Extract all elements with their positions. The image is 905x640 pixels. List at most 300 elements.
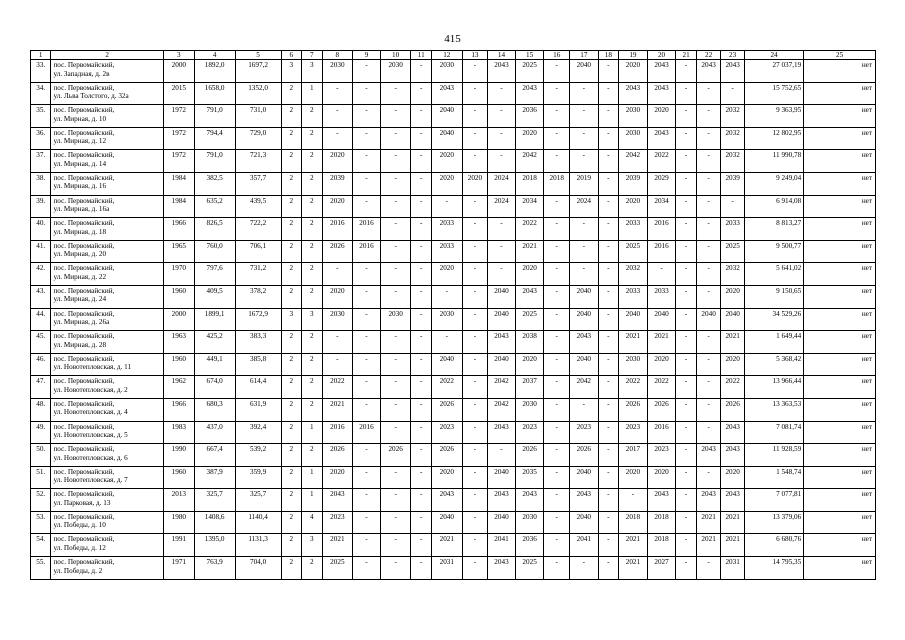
row-number: 37. [31, 150, 51, 173]
table-cell: - [380, 150, 411, 173]
table-cell: 2 [281, 240, 301, 263]
table-cell: - [380, 285, 411, 308]
table-cell: - [544, 421, 570, 444]
table-row [31, 127, 876, 150]
table-row [31, 353, 876, 376]
table-cell: 2021 [619, 331, 648, 354]
table-cell: - [462, 489, 488, 512]
status-cell: нет [804, 263, 876, 286]
table-cell: 1984 [163, 195, 194, 218]
table-cell: - [544, 263, 570, 286]
table-cell: 2024 [570, 195, 599, 218]
table-cell: 2031 [431, 557, 462, 580]
table-cell: 2025 [515, 60, 544, 83]
table-cell: 2 [302, 285, 322, 308]
table-cell: - [676, 466, 696, 489]
table-cell: 359,9 [235, 466, 281, 489]
table-cell: - [488, 263, 516, 286]
table-cell: 2020 [462, 172, 488, 195]
table-cell: 2025 [619, 240, 648, 263]
table-cell: - [380, 466, 411, 489]
column-number: 6 [281, 51, 301, 60]
cost-cell: 1 548,74 [744, 466, 803, 489]
status-cell: нет [804, 127, 876, 150]
table-cell: 722,2 [235, 218, 281, 241]
table-cell: 2030 [431, 308, 462, 331]
table-cell: - [411, 240, 431, 263]
status-cell: нет [804, 285, 876, 308]
table-cell: 1970 [163, 263, 194, 286]
table-cell: 2 [302, 353, 322, 376]
address-cell: пос. Первомайский, ул. Мирная, д. 16 [51, 172, 164, 195]
table-cell: 2 [281, 534, 301, 557]
table-cell: 674,0 [194, 376, 235, 399]
table-cell: - [570, 82, 599, 105]
table-cell: - [598, 557, 618, 580]
table-cell: - [462, 195, 488, 218]
table-cell: - [544, 60, 570, 83]
table-cell: - [676, 398, 696, 421]
table-cell: - [570, 127, 599, 150]
table-cell: 2020 [515, 353, 544, 376]
table-cell: 2021 [696, 511, 721, 534]
table-cell: - [676, 308, 696, 331]
table-cell: - [462, 421, 488, 444]
table-cell: 2016 [353, 421, 381, 444]
table-cell: 2033 [619, 218, 648, 241]
table-cell: 2021 [619, 534, 648, 557]
table-cell: 2033 [647, 285, 676, 308]
table-cell: 2018 [647, 534, 676, 557]
cost-cell: 9 500,77 [744, 240, 803, 263]
table-cell: 2 [281, 398, 301, 421]
table-row [31, 308, 876, 331]
table-cell: 2043 [570, 331, 599, 354]
table-cell: 763,9 [194, 557, 235, 580]
table-cell: 2033 [619, 285, 648, 308]
address-cell: пос. Первомайский, ул. Мирная, д. 14 [51, 150, 164, 173]
table-cell: 2 [281, 172, 301, 195]
table-cell: - [544, 376, 570, 399]
table-cell: 2043 [619, 82, 648, 105]
table-cell: - [462, 150, 488, 173]
table-cell: 2 [302, 331, 322, 354]
column-number: 25 [804, 51, 876, 60]
table-cell: - [570, 240, 599, 263]
table-cell: - [544, 353, 570, 376]
cost-cell: 27 037,19 [744, 60, 803, 83]
table-cell: - [411, 195, 431, 218]
table-cell: - [411, 172, 431, 195]
table-cell: 2040 [488, 285, 516, 308]
table-row [31, 285, 876, 308]
table-cell: - [353, 466, 381, 489]
table-cell: 2030 [380, 60, 411, 83]
table-cell: 2043 [696, 489, 721, 512]
table-cell: - [676, 489, 696, 512]
table-cell: - [411, 421, 431, 444]
table-cell: 1971 [163, 557, 194, 580]
table-cell: - [598, 376, 618, 399]
row-number: 53. [31, 511, 51, 534]
table-cell: 2043 [696, 60, 721, 83]
table-cell: - [696, 331, 721, 354]
table-cell: - [570, 150, 599, 173]
housing-register-table [30, 50, 876, 580]
table-cell: - [676, 127, 696, 150]
table-cell: 2021 [721, 511, 745, 534]
table-cell: 2043 [488, 60, 516, 83]
table-cell: 2030 [322, 308, 353, 331]
table-cell: 2043 [696, 444, 721, 467]
table-cell: - [411, 489, 431, 512]
table-cell: 1 [302, 466, 322, 489]
table-cell: 2040 [488, 308, 516, 331]
table-cell: 2042 [488, 398, 516, 421]
table-cell: - [676, 353, 696, 376]
table-cell: 2 [302, 195, 322, 218]
table-cell: - [544, 285, 570, 308]
table-cell: - [488, 127, 516, 150]
table-cell: 2 [281, 511, 301, 534]
table-cell: - [544, 127, 570, 150]
table-cell: 1984 [163, 172, 194, 195]
table-cell: 2029 [647, 172, 676, 195]
table-cell: 1991 [163, 534, 194, 557]
table-cell: - [411, 398, 431, 421]
table-cell: - [544, 557, 570, 580]
column-number: 22 [696, 51, 721, 60]
cost-cell: 7 077,81 [744, 489, 803, 512]
table-cell: 2020 [515, 263, 544, 286]
table-cell: 2034 [515, 195, 544, 218]
table-cell: - [544, 308, 570, 331]
row-number: 42. [31, 263, 51, 286]
table-cell: 2032 [721, 127, 745, 150]
row-number: 39. [31, 195, 51, 218]
table-cell: - [462, 466, 488, 489]
table-cell: 385,8 [235, 353, 281, 376]
table-cell: - [598, 195, 618, 218]
table-cell: 2032 [721, 263, 745, 286]
table-cell: - [544, 105, 570, 128]
table-cell: - [676, 240, 696, 263]
status-cell: нет [804, 489, 876, 512]
table-cell: 2043 [721, 489, 745, 512]
table-cell: 2021 [721, 534, 745, 557]
column-number: 5 [235, 51, 281, 60]
table-cell: - [462, 331, 488, 354]
table-cell: 2043 [515, 82, 544, 105]
table-cell: 2023 [515, 421, 544, 444]
table-cell: 2035 [515, 466, 544, 489]
table-cell: - [322, 331, 353, 354]
row-number: 33. [31, 60, 51, 83]
column-number: 7 [302, 51, 322, 60]
row-number: 45. [31, 331, 51, 354]
table-cell: 2043 [647, 127, 676, 150]
table-cell: 2016 [647, 421, 676, 444]
table-cell: 706,1 [235, 240, 281, 263]
table-cell: - [676, 444, 696, 467]
table-row [31, 240, 876, 263]
table-cell: 2 [302, 398, 322, 421]
table-cell: 1960 [163, 353, 194, 376]
table-cell: 2016 [647, 218, 676, 241]
table-cell: 2040 [570, 285, 599, 308]
table-cell: 2037 [515, 376, 544, 399]
table-cell: 2039 [619, 172, 648, 195]
address-cell: пос. Первомайский, ул. Западная, д. 2в [51, 60, 164, 83]
status-cell: нет [804, 218, 876, 241]
table-cell: - [462, 511, 488, 534]
table-cell: 409,5 [194, 285, 235, 308]
table-cell: - [353, 60, 381, 83]
status-cell: нет [804, 398, 876, 421]
table-cell: 2036 [515, 105, 544, 128]
table-cell: - [462, 376, 488, 399]
table-cell: - [462, 127, 488, 150]
table-cell: - [411, 82, 431, 105]
cost-cell: 14 795,35 [744, 557, 803, 580]
table-cell: 1 [302, 82, 322, 105]
table-cell: - [676, 82, 696, 105]
table-cell: 1966 [163, 218, 194, 241]
row-number: 54. [31, 534, 51, 557]
address-cell: пос. Первомайский, ул. Мирная, д. 20 [51, 240, 164, 263]
table-cell: 2020 [431, 466, 462, 489]
table-cell: 2 [302, 127, 322, 150]
table-cell: 2020 [619, 60, 648, 83]
table-cell: - [696, 263, 721, 286]
table-cell: - [598, 331, 618, 354]
table-cell: 2021 [721, 331, 745, 354]
table-cell: 2 [281, 353, 301, 376]
status-cell: нет [804, 534, 876, 557]
table-cell: - [598, 172, 618, 195]
table-cell: 2032 [619, 263, 648, 286]
address-cell: пос. Первомайский, ул. Мирная, д. 28 [51, 331, 164, 354]
table-cell: 2018 [647, 511, 676, 534]
table-cell: 2016 [353, 218, 381, 241]
table-cell: 2 [281, 105, 301, 128]
table-cell: - [676, 557, 696, 580]
table-cell: 2 [281, 331, 301, 354]
table-cell: - [696, 240, 721, 263]
table-cell: 2 [281, 557, 301, 580]
table-cell: - [647, 263, 676, 286]
table-cell: 1408,6 [194, 511, 235, 534]
table-cell: - [353, 557, 381, 580]
table-row [31, 466, 876, 489]
table-cell: 2020 [322, 285, 353, 308]
table-cell: 2 [281, 466, 301, 489]
table-cell: 2038 [515, 331, 544, 354]
table-cell: 2020 [721, 353, 745, 376]
table-cell: 731,0 [235, 105, 281, 128]
table-cell: - [322, 105, 353, 128]
address-cell: пос. Первомайский, ул. Новотепловская, д. 11 [51, 353, 164, 376]
cost-cell: 11 990,78 [744, 150, 803, 173]
table-cell: - [676, 421, 696, 444]
table-cell: - [696, 376, 721, 399]
table-cell: 2000 [163, 60, 194, 83]
status-cell: нет [804, 105, 876, 128]
table-cell: 387,9 [194, 466, 235, 489]
table-cell: 2026 [647, 398, 676, 421]
table-cell: 2019 [570, 172, 599, 195]
table-cell: 3 [302, 534, 322, 557]
table-cell: - [380, 172, 411, 195]
table-cell: - [353, 82, 381, 105]
address-cell: пос. Первомайский, ул. Победы, д. 12 [51, 534, 164, 557]
table-cell: - [696, 353, 721, 376]
status-cell: нет [804, 511, 876, 534]
cost-cell: 9 249,04 [744, 172, 803, 195]
table-cell: 2040 [488, 353, 516, 376]
row-number: 43. [31, 285, 51, 308]
table-cell: 2043 [721, 60, 745, 83]
column-number: 8 [322, 51, 353, 60]
table-cell: 2036 [515, 534, 544, 557]
table-cell: - [353, 376, 381, 399]
table-cell: 2018 [544, 172, 570, 195]
table-cell: 1980 [163, 511, 194, 534]
table-cell: - [676, 534, 696, 557]
table-cell: 2043 [515, 489, 544, 512]
row-number: 52. [31, 489, 51, 512]
table-cell: 2017 [619, 444, 648, 467]
status-cell: нет [804, 557, 876, 580]
table-cell: - [462, 263, 488, 286]
column-number: 18 [598, 51, 618, 60]
table-cell: - [411, 127, 431, 150]
table-cell: 2026 [380, 444, 411, 467]
address-cell: пос. Первомайский, ул. Льва Толстого, д. 32а [51, 82, 164, 105]
table-row [31, 218, 876, 241]
table-cell: 1 [302, 489, 322, 512]
table-cell: - [380, 489, 411, 512]
table-cell: 2033 [431, 240, 462, 263]
table-cell: 2040 [431, 353, 462, 376]
table-cell: 1960 [163, 285, 194, 308]
table-cell: - [598, 353, 618, 376]
table-cell: 2023 [570, 421, 599, 444]
table-cell: 2030 [322, 60, 353, 83]
table-cell: - [411, 150, 431, 173]
table-cell: 2032 [721, 105, 745, 128]
cost-cell: 12 802,95 [744, 127, 803, 150]
table-cell: 2 [281, 421, 301, 444]
column-number: 10 [380, 51, 411, 60]
table-cell: - [598, 150, 618, 173]
table-cell: 357,7 [235, 172, 281, 195]
table-cell: 2 [281, 444, 301, 467]
table-cell: 1697,2 [235, 60, 281, 83]
table-cell: - [696, 218, 721, 241]
row-number: 35. [31, 105, 51, 128]
row-number: 34. [31, 82, 51, 105]
table-cell: - [696, 398, 721, 421]
table-cell: 2022 [647, 150, 676, 173]
table-cell: - [598, 285, 618, 308]
table-row [31, 557, 876, 580]
table-cell: - [462, 444, 488, 467]
table-cell: 2033 [721, 218, 745, 241]
cost-cell: 5 368,42 [744, 353, 803, 376]
table-cell: - [353, 353, 381, 376]
table-row [31, 444, 876, 467]
table-row [31, 421, 876, 444]
table-cell: 2025 [721, 240, 745, 263]
table-cell: 794,4 [194, 127, 235, 150]
table-cell: - [598, 444, 618, 467]
table-cell: 631,9 [235, 398, 281, 421]
table-row [31, 511, 876, 534]
cost-cell: 8 813,27 [744, 218, 803, 241]
table-cell: 2041 [570, 534, 599, 557]
table-cell: - [676, 376, 696, 399]
table-cell: - [431, 195, 462, 218]
table-cell: - [676, 263, 696, 286]
table-cell: 2040 [647, 308, 676, 331]
status-cell: нет [804, 466, 876, 489]
table-cell: 667,4 [194, 444, 235, 467]
table-cell: - [411, 218, 431, 241]
table-cell: 2 [281, 195, 301, 218]
table-cell: 614,4 [235, 376, 281, 399]
table-cell: 2024 [488, 172, 516, 195]
table-cell: - [598, 105, 618, 128]
table-cell: - [462, 218, 488, 241]
table-cell: 2 [302, 218, 322, 241]
table-cell: 2040 [570, 511, 599, 534]
table-cell: 2039 [721, 172, 745, 195]
table-cell: - [353, 534, 381, 557]
table-row [31, 534, 876, 557]
table-cell: - [598, 534, 618, 557]
table-cell: - [544, 150, 570, 173]
table-cell: - [598, 421, 618, 444]
row-number: 46. [31, 353, 51, 376]
status-cell: нет [804, 195, 876, 218]
table-cell: 2022 [619, 376, 648, 399]
table-cell: - [544, 466, 570, 489]
table-cell: - [488, 150, 516, 173]
table-cell: 2021 [619, 557, 648, 580]
row-number: 55. [31, 557, 51, 580]
table-cell: 2040 [431, 511, 462, 534]
table-cell: 325,7 [235, 489, 281, 512]
address-cell: пос. Первомайский, ул. Новотепловская, д. 2 [51, 376, 164, 399]
cost-cell: 13 966,44 [744, 376, 803, 399]
table-cell: 791,0 [194, 105, 235, 128]
table-cell: - [544, 534, 570, 557]
table-cell: - [696, 195, 721, 218]
column-number: 12 [431, 51, 462, 60]
table-cell: - [380, 105, 411, 128]
table-cell: 2020 [431, 263, 462, 286]
table-cell: - [696, 127, 721, 150]
table-cell: - [544, 511, 570, 534]
address-cell: пос. Первомайский, ул. Новотепловская, д. 7 [51, 466, 164, 489]
table-cell: 826,5 [194, 218, 235, 241]
table-cell: - [676, 331, 696, 354]
column-number: 19 [619, 51, 648, 60]
table-cell: - [411, 534, 431, 557]
table-cell: - [411, 353, 431, 376]
table-cell: 2016 [647, 240, 676, 263]
